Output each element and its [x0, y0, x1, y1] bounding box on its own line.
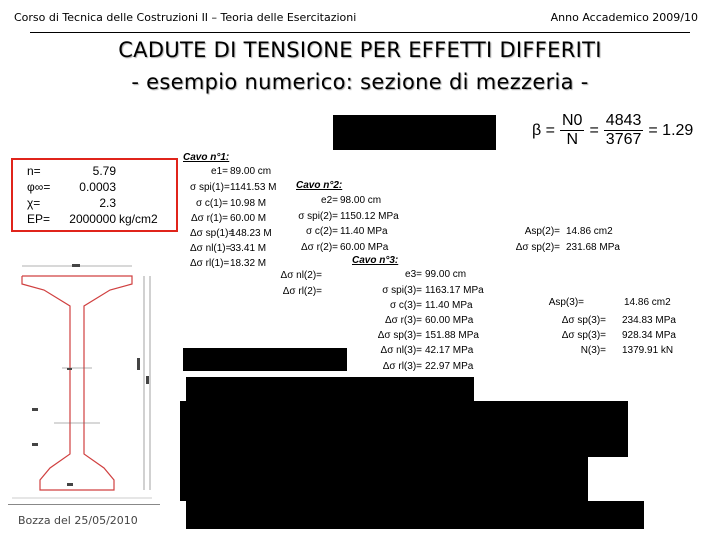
cavo1-key: σ c(1)= [195, 198, 228, 209]
cavo1-value: 60.00 M [230, 213, 267, 224]
beam-section-drawing [12, 258, 162, 503]
cavo3-value: 42.17 MPa [425, 345, 474, 356]
cavo2-side-value: 231.68 MPa [566, 242, 620, 253]
redacted-block-lower [180, 455, 588, 501]
cavo3-value: 1163.17 MPa [425, 285, 484, 296]
course-title: Corso di Tecnica delle Costruzioni II – Teoria delle Esercitazioni [14, 11, 357, 24]
param-key: φ∞= [27, 180, 51, 194]
draft-date: Bozza del 25/05/2010 [18, 514, 138, 527]
beta-den-value: 3767 [605, 131, 642, 148]
cavo2-value: 60.00 MPa [340, 242, 389, 253]
redacted-block-bottom [186, 501, 644, 529]
param-row [13, 180, 176, 194]
equals-sign: = [589, 121, 599, 139]
beta-result: = 1.29 [648, 121, 694, 139]
param-key: χ= [27, 196, 41, 210]
beta-num-symbol: N0 [562, 112, 583, 129]
cavo3-key: Δσ sp(3)= [377, 330, 422, 341]
cavo2-key: Δσ nl(2)= [280, 270, 322, 281]
redacted-block-wide [180, 401, 628, 457]
section-outline [22, 276, 132, 490]
cavo1-value: 33.41 M [230, 243, 267, 254]
cavo1-key: Δσ nl(1)= [190, 243, 232, 254]
cavo2-side-value: 14.86 cm2 [566, 226, 613, 237]
cavo2-key: e2= [321, 195, 338, 206]
footer-rule [8, 504, 160, 505]
cavo3-side-key: Asp(3)= [548, 297, 584, 308]
param-value: 2.3 [99, 196, 116, 210]
parameters-box [11, 158, 178, 232]
cavo3-key: Δσ nl(3)= [380, 345, 422, 356]
dimension-lines [12, 266, 152, 498]
cavo3-side-key: Δσ sp(3)= [561, 315, 606, 326]
param-value: 0.0003 [79, 180, 116, 194]
slide-subtitle: - esempio numerico: sezione di mezzeria - [131, 70, 589, 94]
redacted-block-mid [186, 377, 474, 403]
cavo1-key: Δσ rl(1)= [190, 258, 230, 269]
beta-lhs: β = [532, 121, 555, 139]
cavo3-key: σ spi(3)= [382, 285, 422, 296]
beta-formula [532, 112, 693, 149]
beta-den-symbol: N [566, 131, 578, 148]
beta-symbolic-fraction [560, 112, 584, 149]
cavo3-key: e3= [405, 269, 422, 280]
cavo2-key: σ spi(2)= [298, 211, 338, 222]
cavo2-key: Δσ rl(2)= [282, 286, 322, 297]
cavo1-value: 18.32 M [230, 258, 267, 269]
cavo1-key: Δσ sp(1)= [190, 228, 235, 239]
cavo1-value: 1141.53 M [230, 182, 277, 193]
cavo1-value: 148.23 M [230, 228, 272, 239]
cavo3-side-key: Δσ sp(3)= [561, 330, 606, 341]
param-key: n= [27, 164, 41, 178]
cavo2-title: Cavo n°2: [296, 180, 343, 191]
param-value: 5.79 [92, 164, 116, 178]
cavo3-side-value: 1379.91 kN [622, 345, 674, 356]
cavo3-side-key: N(3)= [580, 345, 606, 356]
cavo3-key: σ c(3)= [389, 300, 422, 311]
cavo2-side-key: Δσ sp(2)= [515, 242, 560, 253]
cavo3-title: Cavo n°3: [352, 255, 399, 266]
cavo3-value: 151.88 MPa [425, 330, 479, 341]
cavo2-key: σ c(2)= [305, 226, 338, 237]
dimension-marks [32, 264, 149, 486]
cavo3-value: 99.00 cm [425, 269, 467, 280]
cavo2-key: Δσ r(2)= [300, 242, 338, 253]
cavo1-key: Δσ r(1)= [190, 213, 228, 224]
param-key: EP= [27, 212, 51, 226]
cavo3-side-value: 234.83 MPa [622, 315, 676, 326]
cavo3-key: Δσ rl(3)= [382, 361, 422, 372]
cavo2-value: 1150.12 MPa [340, 211, 399, 222]
param-row [13, 164, 176, 178]
academic-year: Anno Accademico 2009/10 [550, 11, 698, 24]
param-value: 2000000 [69, 212, 116, 226]
cavo1-value: 89.00 cm [230, 166, 272, 177]
redacted-block-top [333, 115, 496, 150]
cavo1-title: Cavo n°1: [183, 152, 230, 163]
cavo3-value: 11.40 MPa [425, 300, 473, 311]
cavo3-key: Δσ r(3)= [384, 315, 422, 326]
param-row [13, 196, 176, 210]
cavo1-value: 10.98 M [230, 198, 267, 209]
beta-num-value: 4843 [605, 112, 642, 129]
slide-title: CADUTE DI TENSIONE PER EFFETTI DIFFERITI [118, 38, 602, 62]
cavo3-value: 22.97 MPa [425, 361, 474, 372]
cavo1-key: e1= [211, 166, 228, 177]
param-unit: kg/cm2 [119, 212, 158, 226]
cavo1-key: σ spi(1)= [190, 182, 230, 193]
header-rule [30, 32, 690, 33]
cavo3-side-value: 14.86 cm2 [624, 297, 671, 308]
cavo3-side-value: 928.34 MPa [622, 330, 676, 341]
redacted-block-small [183, 348, 347, 371]
cavo3-value: 60.00 MPa [425, 315, 474, 326]
cavo2-side-key: Asp(2)= [524, 226, 560, 237]
cavo2-value: 98.00 cm [340, 195, 382, 206]
cavo2-value: 11.40 MPa [340, 226, 388, 237]
param-row [13, 212, 176, 226]
beta-numeric-fraction [604, 112, 644, 149]
